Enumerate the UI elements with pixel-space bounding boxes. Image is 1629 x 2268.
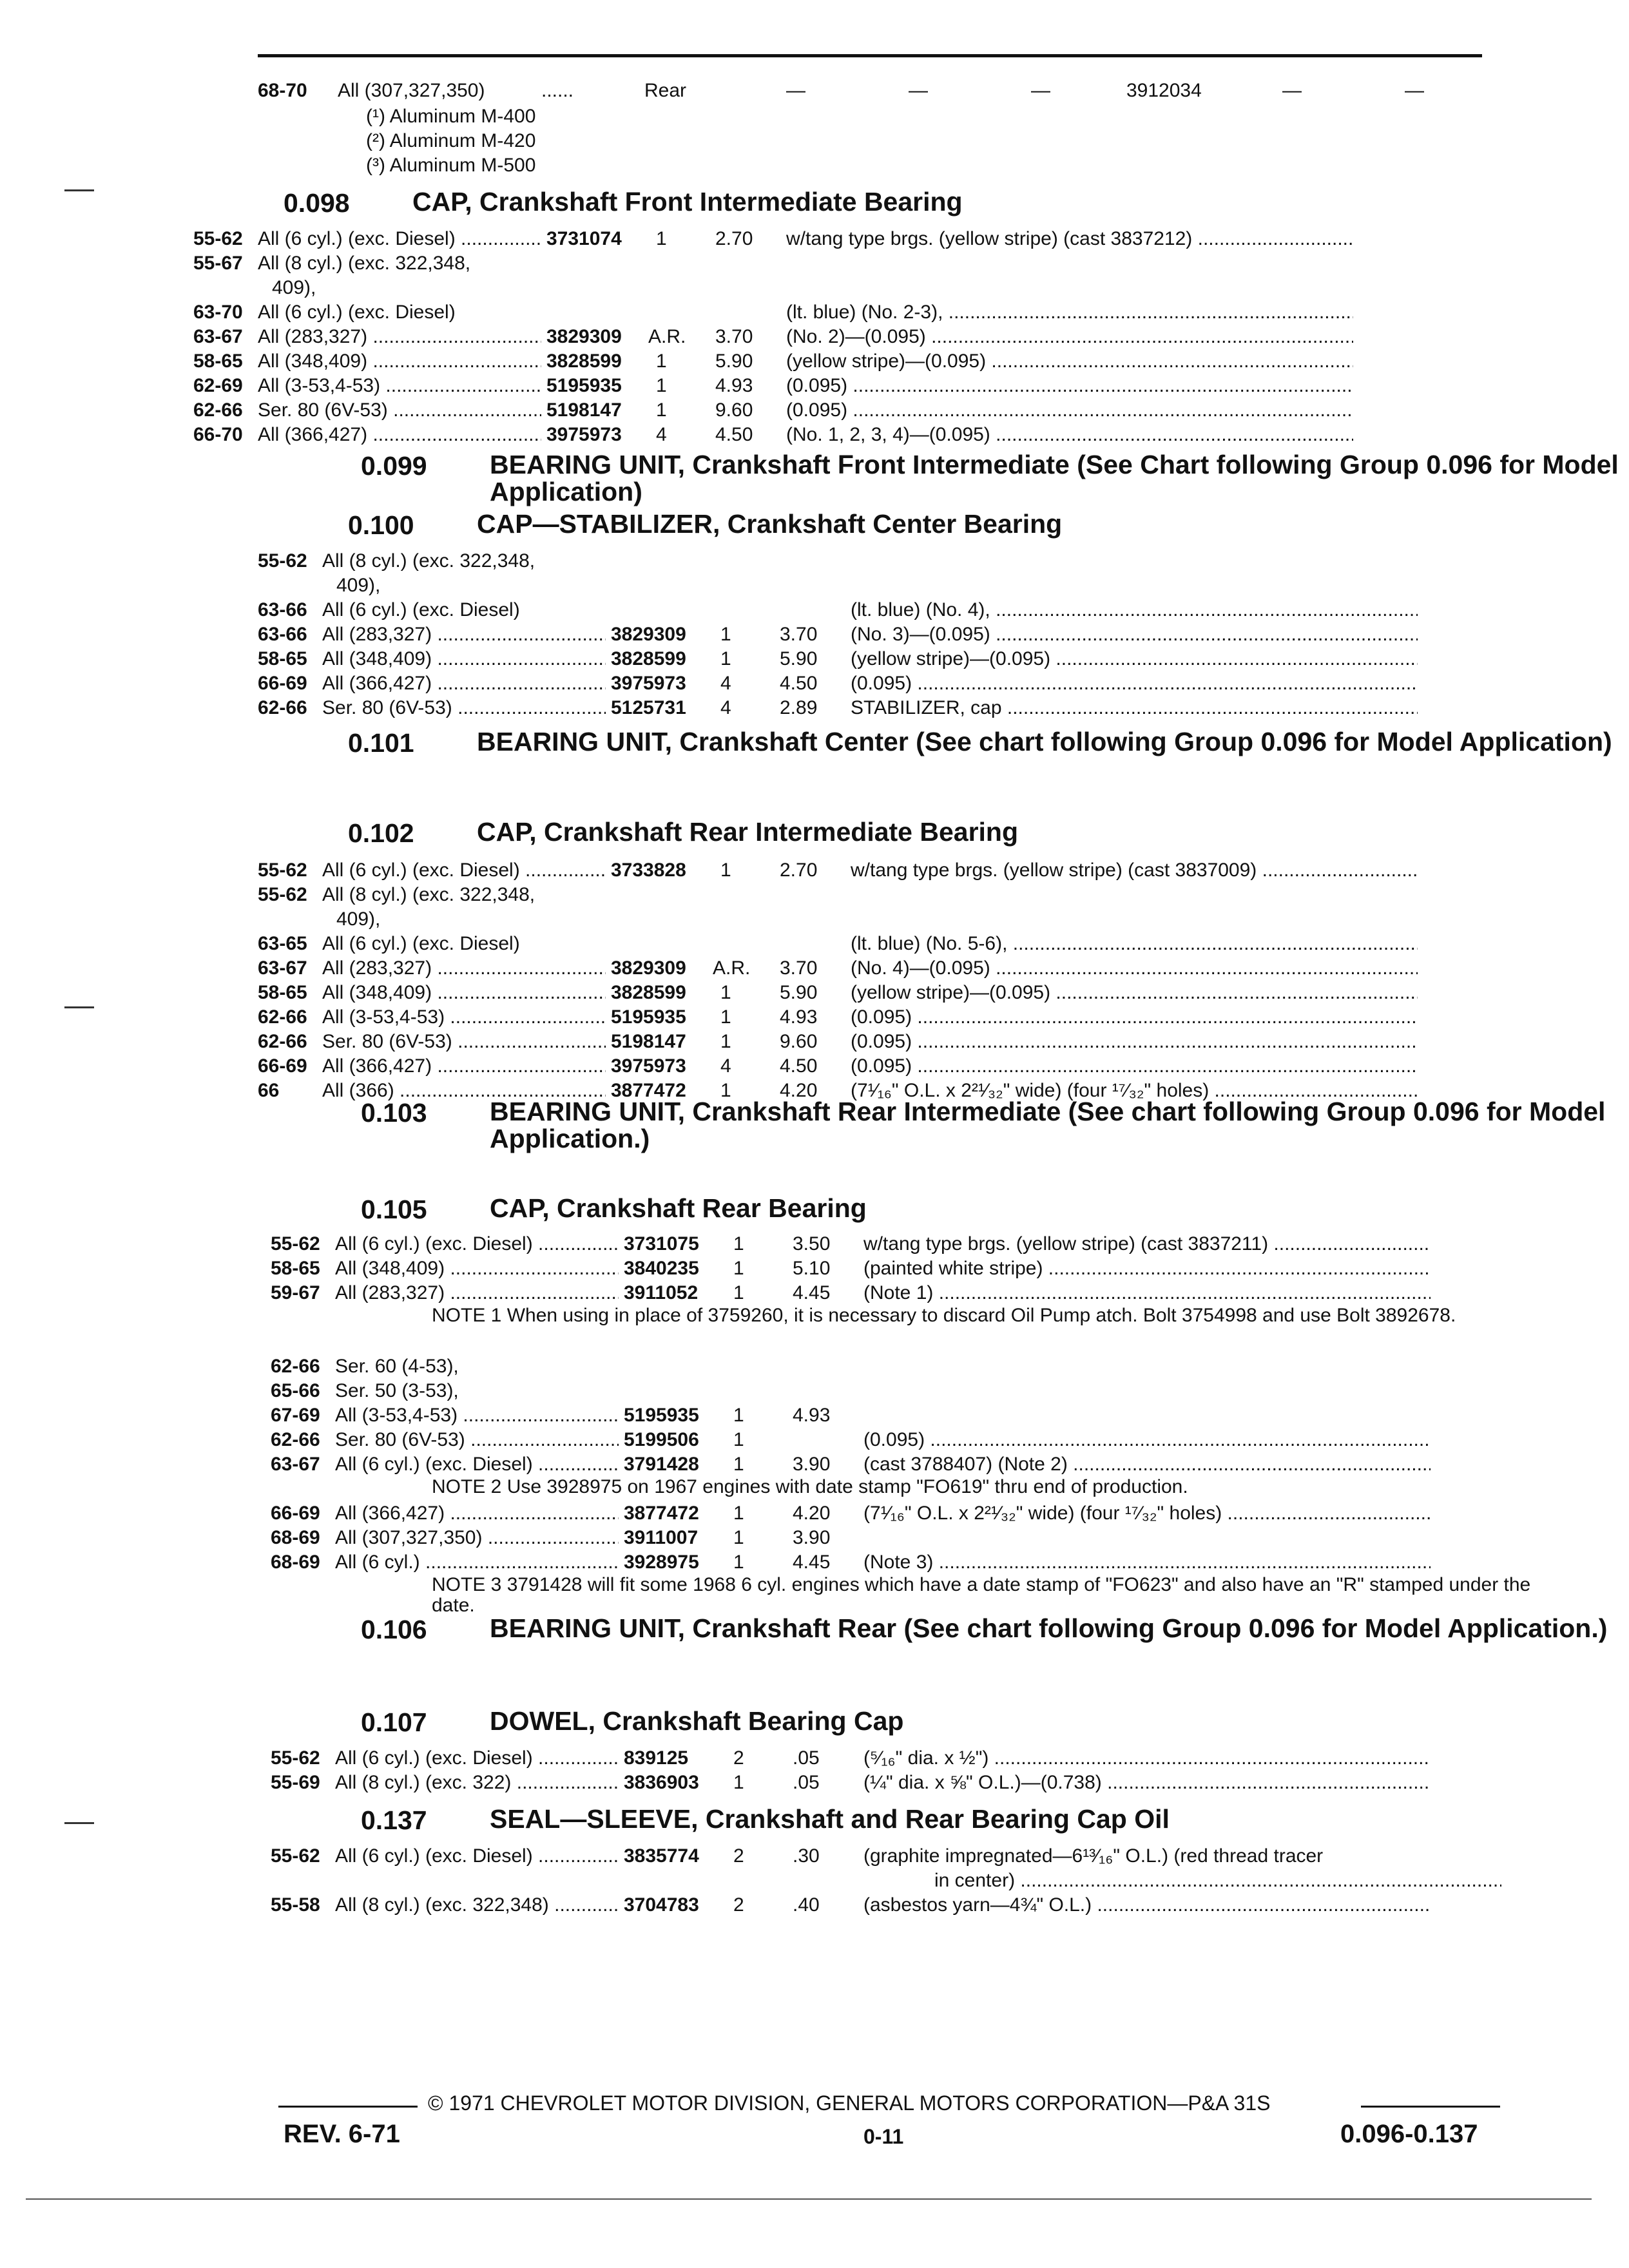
row-price: 9.60: [780, 1031, 818, 1052]
row-model: All (3-53,4-53) .....: [335, 1403, 619, 1427]
row-model: All (6 cyl.) (exc. Diesel) .....: [258, 227, 541, 251]
top-note-2: (²) Aluminum M-420: [366, 130, 536, 151]
row-model: All (348,409) .....: [258, 349, 541, 373]
row-model: All (348,409) .....: [322, 981, 606, 1004]
row-quantity: 1: [656, 228, 667, 249]
table-row: [271, 1379, 1579, 1403]
row-part-number: 3877472: [624, 1503, 699, 1524]
row-price: 2.70: [715, 228, 753, 249]
row-years: 55-62: [271, 1845, 320, 1867]
row-quantity: 4: [656, 424, 667, 445]
row-model: All (6 cyl.) (exc. Diesel) .....: [335, 1452, 619, 1476]
row-quantity: 1: [720, 1080, 731, 1101]
row-model: All (283,327) .....: [322, 622, 606, 646]
row-model: Ser. 60 (4-53),: [335, 1356, 459, 1377]
group-number: 0.137: [361, 1805, 427, 1835]
row-price: 4.45: [793, 1552, 831, 1573]
row-years: 66: [258, 1080, 280, 1101]
row-years: 58-65: [258, 648, 307, 669]
group-number: 0.102: [348, 818, 414, 848]
row-part-number: 5195935: [611, 1006, 686, 1028]
row-price: 3.50: [793, 1233, 831, 1254]
row-price: .30: [793, 1845, 820, 1867]
row-price: .40: [793, 1894, 820, 1916]
row-description: (lt. blue) (No. 2-3), .....: [786, 300, 1353, 324]
row-description: w/tang type brgs. (yellow stripe) (cast 3837211) .....: [863, 1232, 1431, 1256]
row-part-number: 3829309: [611, 624, 686, 645]
row-part-number: 3829309: [611, 957, 686, 979]
group-title: BEARING UNIT, Crankshaft Rear Intermediate (See chart following Group 0.096 for Model Application.): [490, 1097, 1606, 1153]
row-model: All (3-53,4-53) .....: [322, 1005, 606, 1029]
row-part-number: 3975973: [546, 424, 622, 445]
row-quantity: 1: [733, 1405, 744, 1426]
row-quantity: 2: [733, 1845, 744, 1867]
row-price: 5.90: [715, 351, 753, 372]
row-years: 62-66: [258, 1006, 307, 1028]
row-quantity: 1: [733, 1552, 744, 1573]
row-years: 55-67: [193, 253, 243, 274]
group-title: DOWEL, Crankshaft Bearing Cap: [490, 1706, 904, 1736]
row-part-number: 3828599: [611, 648, 686, 669]
group-number: 0.098: [284, 188, 350, 218]
group-number: 0.099: [361, 451, 427, 481]
table-row: [258, 622, 1566, 646]
row-price: 3.90: [793, 1454, 831, 1475]
row-years: 63-66: [258, 599, 307, 620]
row-price: 3.70: [780, 624, 818, 645]
row-years: 55-62: [258, 550, 307, 572]
row-quantity: 2: [733, 1894, 744, 1916]
row-model: All (366,427) .....: [258, 423, 541, 447]
row-description: (No. 2)—(0.095) .....: [786, 325, 1353, 349]
row-part-number: 3911007: [624, 1527, 699, 1548]
table-row: [271, 1844, 1579, 1868]
top-note-3: (³) Aluminum M-500: [366, 155, 536, 176]
row-years: 68-69: [271, 1552, 320, 1573]
row-price: 3.70: [780, 957, 818, 979]
row-price: 4.20: [780, 1080, 818, 1101]
table-row: [258, 907, 1566, 931]
row-years: 55-62: [193, 228, 243, 249]
group-header: [348, 510, 1572, 541]
table-row: [193, 349, 1501, 373]
table-row: [271, 1893, 1579, 1917]
top-row-c3: —: [1031, 80, 1050, 101]
row-years: 62-66: [271, 1356, 320, 1377]
table-row: [271, 1501, 1579, 1525]
top-row-part: 3912034: [1126, 80, 1202, 101]
row-model: 409),: [336, 575, 381, 596]
footer-rule-left: [278, 2106, 418, 2108]
row-part-number: 3975973: [611, 673, 686, 694]
row-years: 65-66: [271, 1380, 320, 1401]
row-model: 409),: [336, 908, 381, 930]
group-header: [361, 1195, 1585, 1225]
row-price: 5.90: [780, 982, 818, 1003]
row-model: All (283,327) .....: [258, 325, 541, 349]
row-description: (0.095) .....: [851, 1005, 1418, 1029]
table-row: [258, 981, 1566, 1004]
row-description: (asbestos yarn—4¾" O.L.) .....: [863, 1893, 1431, 1917]
group-title: BEARING UNIT, Crankshaft Center (See chart following Group 0.096 for Model Application): [477, 727, 1612, 756]
footer-copyright: © 1971 CHEVROLET MOTOR DIVISION, GENERAL MOTORS CORPORATION—P&A 31S: [428, 2091, 1271, 2115]
row-model: All (6 cyl.) (exc. Diesel) .....: [335, 1746, 619, 1770]
group-header: [361, 1097, 1606, 1153]
group-title: CAP, Crankshaft Rear Intermediate Bearing: [477, 817, 1019, 847]
table-row: [258, 956, 1566, 980]
row-years: 58-65: [258, 982, 307, 1003]
row-years: 62-69: [193, 375, 243, 396]
row-model: All (6 cyl.) (exc. Diesel) .....: [335, 1232, 619, 1256]
row-part-number: 3733828: [611, 860, 686, 881]
row-description: (graphite impregnated—6¹³⁄₁₆" O.L.) (red thread tracer: [863, 1845, 1324, 1867]
group-header: [348, 818, 1572, 849]
row-years: 58-65: [193, 351, 243, 372]
row-model: All (6 cyl.) (exc. Diesel): [258, 302, 456, 323]
table-row: [271, 1452, 1579, 1476]
row-quantity: 4: [720, 697, 731, 718]
row-part-number: 3911052: [624, 1282, 699, 1303]
row-quantity: 1: [720, 982, 731, 1003]
top-row-dots: ......: [541, 80, 574, 101]
row-quantity: 1: [720, 1031, 731, 1052]
table-row: [258, 647, 1566, 671]
row-description: (painted white stripe) .....: [863, 1256, 1431, 1280]
row-description: (yellow stripe)—(0.095) .....: [786, 349, 1353, 373]
table-row: [271, 1746, 1579, 1770]
row-part-number: 5198147: [546, 399, 622, 421]
row-description: (0.095) .....: [786, 374, 1353, 398]
row-price: 9.60: [715, 399, 753, 421]
group-title: CAP, Crankshaft Front Intermediate Bearing: [412, 187, 963, 216]
footer-rule-right: [1361, 2106, 1500, 2108]
row-years: 55-62: [271, 1233, 320, 1254]
row-part-number: 3975973: [611, 1055, 686, 1077]
row-description: (No. 3)—(0.095) .....: [851, 622, 1418, 646]
row-years: 67-69: [271, 1405, 320, 1426]
table-row: [193, 325, 1501, 349]
row-years: 63-67: [258, 957, 307, 979]
row-description: (0.095) .....: [863, 1428, 1431, 1452]
row-price: .05: [793, 1747, 820, 1769]
row-quantity: 1: [720, 624, 731, 645]
row-price: 2.70: [780, 860, 818, 881]
table-row: [258, 573, 1566, 597]
row-part-number: 5125731: [611, 697, 686, 718]
table-row: [271, 1354, 1579, 1378]
table-row: [193, 276, 1501, 300]
note-text: NOTE 2 Use 3928975 on 1967 engines with date stamp "FO619" thru end of production.: [432, 1476, 1188, 1497]
row-model: All (8 cyl.) (exc. 322) .....: [335, 1771, 619, 1794]
row-model: Ser. 80 (6V-53) .....: [322, 696, 606, 720]
table-row: [258, 1005, 1566, 1029]
row-description: (yellow stripe)—(0.095) .....: [851, 647, 1418, 671]
top-row-c1: —: [786, 80, 805, 101]
row-model: All (348,409) .....: [322, 647, 606, 671]
row-quantity: 1: [656, 375, 667, 396]
row-description: in center) .....: [934, 1869, 1501, 1892]
group-number: 0.100: [348, 510, 414, 540]
row-model: All (6 cyl.) (exc. Diesel): [322, 599, 520, 620]
table-row: [193, 227, 1501, 251]
table-row: [258, 883, 1566, 907]
row-years: 66-70: [193, 424, 243, 445]
margin-mark-3: [64, 1822, 94, 1824]
row-model: All (6 cyl.) (exc. Diesel) .....: [335, 1844, 619, 1868]
row-quantity: A.R.: [713, 957, 751, 979]
table-row: [258, 598, 1566, 622]
row-description: w/tang type brgs. (yellow stripe) (cast 3837212) .....: [786, 227, 1353, 251]
group-title: BEARING UNIT, Crankshaft Rear (See chart following Group 0.096 for Model Application.): [490, 1613, 1608, 1643]
row-part-number: 3828599: [546, 351, 622, 372]
row-quantity: 4: [720, 1055, 731, 1077]
row-years: 66-69: [271, 1503, 320, 1524]
row-description: (7¹⁄₁₆" O.L. x 2²¹⁄₃₂" wide) (four ¹⁷⁄₃₂" holes) .....: [863, 1501, 1431, 1525]
row-price: 3.70: [715, 326, 753, 347]
row-description: (yellow stripe)—(0.095) .....: [851, 981, 1418, 1004]
footer-rev: REV. 6-71: [284, 2120, 400, 2148]
top-row-years: 68-70: [258, 80, 307, 101]
row-years: 55-62: [258, 860, 307, 881]
row-quantity: 1: [720, 860, 731, 881]
table-row: [271, 1256, 1579, 1280]
row-quantity: 1: [733, 1233, 744, 1254]
row-part-number: 5195935: [546, 375, 622, 396]
row-part-number: 5198147: [611, 1031, 686, 1052]
footer-page: 0-11: [863, 2125, 904, 2148]
top-row-model: All (307,327,350): [338, 80, 485, 101]
row-description: STABILIZER, cap .....: [851, 696, 1418, 720]
row-price: 4.50: [715, 424, 753, 445]
table-row: [271, 1869, 1579, 1892]
row-part-number: 3840235: [624, 1258, 699, 1279]
row-model: 409),: [272, 277, 316, 298]
row-quantity: 1: [656, 399, 667, 421]
row-description: (lt. blue) (No. 5-6), .....: [851, 932, 1418, 956]
table-row: [258, 932, 1566, 956]
row-model: All (8 cyl.) (exc. 322,348,: [322, 550, 535, 572]
row-description: (0.095) .....: [786, 398, 1353, 422]
row-model: All (283,327) .....: [322, 956, 606, 980]
row-quantity: 1: [733, 1429, 744, 1450]
row-years: 62-66: [258, 1031, 307, 1052]
row-quantity: 2: [733, 1747, 744, 1769]
row-price: 4.93: [715, 375, 753, 396]
row-part-number: 3836903: [624, 1772, 699, 1793]
table-row: [258, 1030, 1566, 1053]
bottom-scan-line: [26, 2198, 1592, 2200]
group-number: 0.103: [361, 1098, 427, 1128]
row-model: All (366) .....: [322, 1079, 606, 1102]
row-years: 63-67: [271, 1454, 320, 1475]
table-row: [258, 696, 1566, 720]
group-title: CAP, Crankshaft Rear Bearing: [490, 1193, 867, 1223]
row-part-number: 3791428: [624, 1454, 699, 1475]
row-quantity: 1: [656, 351, 667, 372]
row-price: 2.89: [780, 697, 818, 718]
row-model: All (6 cyl.) (exc. Diesel) .....: [322, 858, 606, 882]
group-header: [348, 727, 1612, 759]
table-row: [193, 374, 1501, 398]
row-model: All (283,327) .....: [335, 1281, 619, 1305]
row-part-number: 3704783: [624, 1894, 699, 1916]
row-description: w/tang type brgs. (yellow stripe) (cast 3837009) .....: [851, 858, 1418, 882]
row-part-number: 5195935: [624, 1405, 699, 1426]
group-header: [361, 1805, 1585, 1836]
row-quantity: 1: [720, 1006, 731, 1028]
table-row: [271, 1232, 1579, 1256]
row-years: 66-69: [258, 673, 307, 694]
row-description: (¼" dia. x ⅝" O.L.)—(0.738) .....: [863, 1771, 1431, 1794]
row-description: (No. 1, 2, 3, 4)—(0.095) .....: [786, 423, 1353, 447]
row-model: All (6 cyl.) (exc. Diesel): [322, 933, 520, 954]
row-price: 4.50: [780, 673, 818, 694]
group-header: [361, 1613, 1608, 1646]
table-row: [193, 423, 1501, 447]
row-model: All (366,427) .....: [322, 671, 606, 695]
group-header: [361, 1707, 1585, 1738]
row-description: (No. 4)—(0.095) .....: [851, 956, 1418, 980]
row-model: All (6 cyl.) .....: [335, 1550, 619, 1574]
row-description: (0.095) .....: [851, 1054, 1418, 1078]
row-years: 62-66: [193, 399, 243, 421]
row-part-number: 3731075: [624, 1233, 699, 1254]
row-years: 62-66: [271, 1429, 320, 1450]
note-text: NOTE 3 3791428 will fit some 1968 6 cyl. engines which have a date stamp of "FO623" and also have an "R" stamped under the date.: [432, 1574, 1531, 1616]
table-row: [258, 671, 1566, 695]
row-years: 55-62: [258, 884, 307, 905]
row-part-number: 3828599: [611, 982, 686, 1003]
row-part-number: 3835774: [624, 1845, 699, 1867]
row-years: 63-65: [258, 933, 307, 954]
row-part-number: 3829309: [546, 326, 622, 347]
row-model: All (3-53,4-53) .....: [258, 374, 541, 398]
row-quantity: 1: [720, 648, 731, 669]
row-model: All (8 cyl.) (exc. 322,348) .....: [335, 1893, 619, 1917]
row-years: 63-66: [258, 624, 307, 645]
top-row: [258, 79, 1482, 102]
group-number: 0.101: [348, 728, 414, 758]
row-description: (0.095) .....: [851, 671, 1418, 695]
row-model: All (8 cyl.) (exc. 322,348,: [322, 884, 535, 905]
row-years: 55-62: [271, 1747, 320, 1769]
margin-mark-1: [64, 189, 94, 191]
row-description: (⁵⁄₁₆" dia. x ½") .....: [863, 1746, 1431, 1770]
table-row: [271, 1771, 1579, 1794]
row-model: All (8 cyl.) (exc. 322,348,: [258, 253, 471, 274]
table-row: [258, 549, 1566, 573]
row-years: 66-69: [258, 1055, 307, 1077]
group-number: 0.105: [361, 1195, 427, 1224]
group-header: [361, 450, 1619, 506]
row-years: 55-69: [271, 1772, 320, 1793]
row-price: 4.45: [793, 1282, 831, 1303]
row-part-number: 3731074: [546, 228, 622, 249]
row-model: All (348,409) .....: [335, 1256, 619, 1280]
row-price: 5.90: [780, 648, 818, 669]
top-row-c5: —: [1282, 80, 1302, 101]
row-price: 5.10: [793, 1258, 831, 1279]
table-row: [193, 398, 1501, 422]
row-price: 4.93: [793, 1405, 831, 1426]
row-part-number: 3877472: [611, 1080, 686, 1101]
row-years: 63-67: [193, 326, 243, 347]
group-number: 0.106: [361, 1615, 427, 1644]
row-quantity: 1: [733, 1454, 744, 1475]
group-number: 0.107: [361, 1707, 427, 1737]
row-description: (0.095) .....: [851, 1030, 1418, 1053]
table-row: [193, 300, 1501, 324]
footer-range: 0.096-0.137: [1340, 2120, 1478, 2148]
table-row: [271, 1428, 1579, 1452]
row-price: .05: [793, 1772, 820, 1793]
row-price: 4.50: [780, 1055, 818, 1077]
row-model: All (307,327,350) .....: [335, 1526, 619, 1550]
top-rule: [258, 54, 1482, 57]
margin-mark-2: [64, 1006, 94, 1008]
row-price: 4.20: [793, 1503, 831, 1524]
row-quantity: 1: [733, 1772, 744, 1793]
table-row: [271, 1281, 1579, 1305]
row-model: Ser. 80 (6V-53) .....: [322, 1030, 606, 1053]
row-quantity: 1: [733, 1282, 744, 1303]
row-description: (Note 3) .....: [863, 1550, 1431, 1574]
row-model: Ser. 80 (6V-53) .....: [258, 398, 541, 422]
note-text: NOTE 1 When using in place of 3759260, it is necessary to discard Oil Pump atch. Bolt 3754998 and use Bolt 3892678.: [432, 1305, 1456, 1326]
row-part-number: 839125: [624, 1747, 689, 1769]
row-years: 55-58: [271, 1894, 320, 1916]
row-model: Ser. 80 (6V-53) .....: [335, 1428, 619, 1452]
table-row: [271, 1526, 1579, 1550]
row-price: 3.90: [793, 1527, 831, 1548]
row-part-number: 3928975: [624, 1552, 699, 1573]
table-row: [258, 1054, 1566, 1078]
row-quantity: 1: [733, 1258, 744, 1279]
top-row-c2: —: [909, 80, 928, 101]
group-header: [284, 188, 1508, 219]
group-title: CAP—STABILIZER, Crankshaft Center Bearing: [477, 509, 1063, 539]
row-model: All (366,427) .....: [322, 1054, 606, 1078]
row-description: (7¹⁄₁₆" O.L. x 2²¹⁄₃₂" wide) (four ¹⁷⁄₃₂" holes) .....: [851, 1079, 1418, 1102]
row-years: 58-65: [271, 1258, 320, 1279]
table-row: [271, 1550, 1579, 1574]
row-price: 4.93: [780, 1006, 818, 1028]
row-model: Ser. 50 (3-53),: [335, 1380, 459, 1401]
row-description: (cast 3788407) (Note 2) .....: [863, 1452, 1431, 1476]
row-years: 63-70: [193, 302, 243, 323]
row-years: 62-66: [258, 697, 307, 718]
row-quantity: 1: [733, 1503, 744, 1524]
top-note-1: (¹) Aluminum M-400: [366, 106, 536, 127]
top-row-c6: —: [1405, 80, 1424, 101]
row-description: (lt. blue) (No. 4), .....: [851, 598, 1418, 622]
row-years: 59-67: [271, 1282, 320, 1303]
table-row: [258, 858, 1566, 882]
row-years: 68-69: [271, 1527, 320, 1548]
table-row: [193, 251, 1501, 275]
group-title: SEAL—SLEEVE, Crankshaft and Rear Bearing Cap Oil: [490, 1804, 1170, 1834]
row-part-number: 5199506: [624, 1429, 699, 1450]
row-model: All (366,427) .....: [335, 1501, 619, 1525]
row-quantity: 4: [720, 673, 731, 694]
table-row: [271, 1403, 1579, 1427]
row-quantity: A.R.: [648, 326, 686, 347]
row-quantity: 1: [733, 1527, 744, 1548]
top-row-type: Rear: [644, 80, 687, 101]
group-title: BEARING UNIT, Crankshaft Front Intermediate (See Chart following Group 0.096 for Model Application): [490, 450, 1619, 506]
row-description: (Note 1) .....: [863, 1281, 1431, 1305]
